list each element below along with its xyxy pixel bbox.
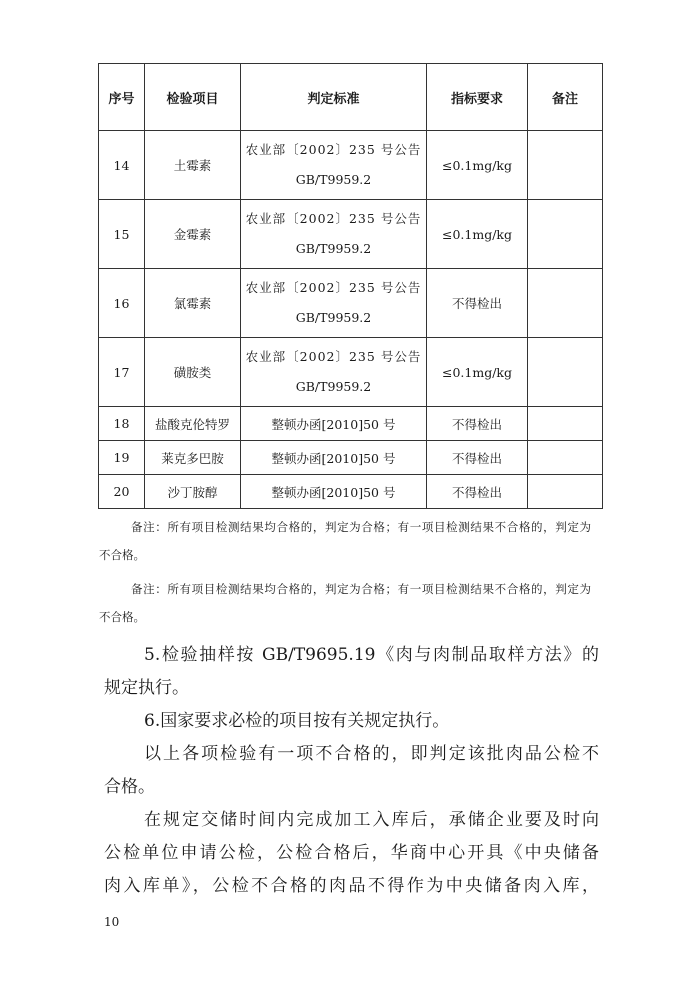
standard-line2: GB/T9959.2 <box>295 379 372 394</box>
row-remark <box>528 200 603 269</box>
row-requirement: ≤0.1mg/kg <box>427 338 528 407</box>
table-row <box>99 407 603 441</box>
row-item: 土霉素 <box>145 131 241 200</box>
standard-line1: 农业部〔2002〕235 号公告 <box>245 211 422 226</box>
row-no: 18 <box>99 407 145 441</box>
standard-line1: 农业部〔2002〕235 号公告 <box>245 142 422 157</box>
header-requirement: 指标要求 <box>427 64 528 131</box>
row-requirement: 不得检出 <box>427 269 528 338</box>
row-standard <box>241 338 427 407</box>
row-no: 14 <box>99 131 145 200</box>
standard-line2: GB/T9959.2 <box>295 172 372 187</box>
paragraph-storage <box>104 804 599 903</box>
row-requirement: ≤0.1mg/kg <box>427 200 528 269</box>
paragraph-line: 公检单位申请公检，公检合格后，华商中心开具《中央储备 <box>104 843 599 863</box>
row-remark <box>528 131 603 200</box>
paragraph-sampling <box>104 639 599 705</box>
header-standard: 判定标准 <box>241 64 427 131</box>
table-row <box>99 269 603 338</box>
table-note <box>99 575 606 631</box>
page-number: 10 <box>104 915 120 929</box>
paragraph-mandatory <box>104 705 599 738</box>
row-item: 金霉素 <box>145 200 241 269</box>
paragraph-line: 以上各项检验有一项不合格的，即判定该批肉品公检不 <box>144 744 599 764</box>
row-item: 沙丁胺醇 <box>145 475 241 509</box>
row-standard: 整顿办函[2010]50 号 <box>241 407 427 441</box>
row-requirement: ≤0.1mg/kg <box>427 131 528 200</box>
row-no: 19 <box>99 441 145 475</box>
row-remark <box>528 407 603 441</box>
paragraph-line: 肉入库单》，公检不合格的肉品不得作为中央储备肉入库， <box>104 876 599 896</box>
standard-line2: GB/T9959.2 <box>295 241 372 256</box>
standard-line1: 农业部〔2002〕235 号公告 <box>245 280 422 295</box>
table-row <box>99 131 603 200</box>
row-no: 20 <box>99 475 145 509</box>
row-remark <box>528 338 603 407</box>
row-no: 17 <box>99 338 145 407</box>
row-standard <box>241 131 427 200</box>
paragraph-line: 5.检验抽样按 GB/T9695.19《肉与肉制品取样方法》的 <box>144 645 599 665</box>
table-note <box>99 513 606 569</box>
paragraph-line: 规定执行。 <box>104 678 189 698</box>
table-header-row <box>99 64 603 131</box>
table-row <box>99 441 603 475</box>
row-no: 16 <box>99 269 145 338</box>
standard-line2: GB/T9959.2 <box>295 310 372 325</box>
note-line2: 不合格。 <box>99 548 145 562</box>
table-row <box>99 475 603 509</box>
paragraph-judgement <box>104 738 599 804</box>
note-line1: 备注：所有项目检测结果均合格的，判定为合格；有一项目检测结果不合格的，判定为 <box>131 582 591 596</box>
standard-line1: 农业部〔2002〕235 号公告 <box>245 349 422 364</box>
row-no: 15 <box>99 200 145 269</box>
row-standard <box>241 269 427 338</box>
header-remark: 备注 <box>528 64 603 131</box>
row-standard <box>241 200 427 269</box>
paragraph-line: 在规定交储时间内完成加工入库后，承储企业要及时向 <box>144 810 599 830</box>
row-requirement: 不得检出 <box>427 407 528 441</box>
row-item: 磺胺类 <box>145 338 241 407</box>
row-remark <box>528 269 603 338</box>
row-standard: 整顿办函[2010]50 号 <box>241 475 427 509</box>
row-remark <box>528 441 603 475</box>
row-remark <box>528 475 603 509</box>
paragraph-line: 6.国家要求必检的项目按有关规定执行。 <box>144 711 450 731</box>
row-item: 盐酸克伦特罗 <box>145 407 241 441</box>
table-row <box>99 200 603 269</box>
inspection-table <box>98 63 603 509</box>
note-line1: 备注：所有项目检测结果均合格的，判定为合格；有一项目检测结果不合格的，判定为 <box>131 520 591 534</box>
row-item: 氯霉素 <box>145 269 241 338</box>
paragraph-line: 合格。 <box>104 777 155 797</box>
row-requirement: 不得检出 <box>427 475 528 509</box>
header-no: 序号 <box>99 64 145 131</box>
note-line2: 不合格。 <box>99 610 145 624</box>
table-row <box>99 338 603 407</box>
header-item: 检验项目 <box>145 64 241 131</box>
row-item: 莱克多巴胺 <box>145 441 241 475</box>
row-requirement: 不得检出 <box>427 441 528 475</box>
row-standard: 整顿办函[2010]50 号 <box>241 441 427 475</box>
